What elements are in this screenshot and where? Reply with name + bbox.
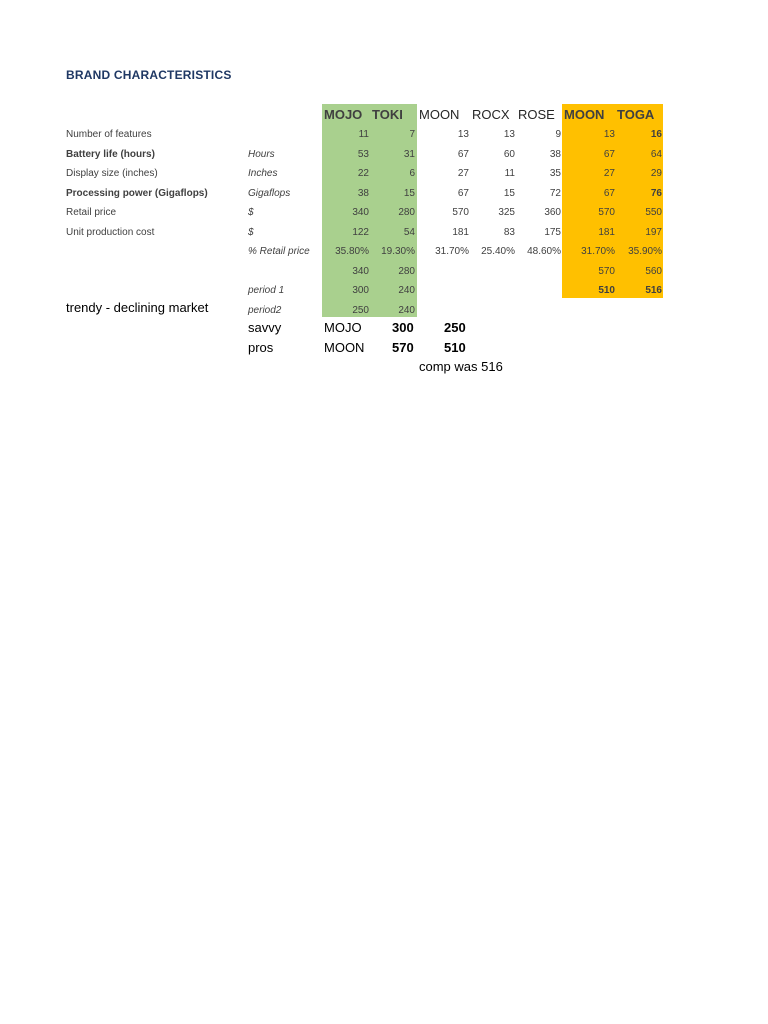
table-cell: 27 xyxy=(457,168,469,179)
table-cell: 570 xyxy=(598,207,615,218)
row-label: Number of features xyxy=(66,129,152,140)
savvy-value-1: 300 xyxy=(392,320,414,335)
table-cell: 325 xyxy=(498,207,515,218)
table-cell: 11 xyxy=(504,168,515,179)
row-unit: $ xyxy=(248,207,254,218)
row-label: Processing power (Gigaflops) xyxy=(66,188,208,199)
table-cell: 250 xyxy=(352,305,369,316)
table-cell: 83 xyxy=(503,227,515,238)
table-cell: 340 xyxy=(352,266,369,277)
table-cell: 240 xyxy=(398,305,415,316)
table-cell: 67 xyxy=(603,149,615,160)
brand-header-3: ROCX xyxy=(472,107,510,122)
table-cell: 13 xyxy=(457,129,469,140)
table-cell: 19.30% xyxy=(381,246,415,257)
pros-value-1: 570 xyxy=(392,340,414,355)
table-cell: 280 xyxy=(398,266,415,277)
table-cell: 64 xyxy=(650,149,662,160)
table-cell: 181 xyxy=(598,227,615,238)
table-cell: 181 xyxy=(452,227,469,238)
brand-header-2: MOON xyxy=(419,107,460,122)
table-cell: 11 xyxy=(358,129,369,140)
table-cell: 9 xyxy=(555,129,561,140)
table-cell: 15 xyxy=(403,188,415,199)
row-unit: % Retail price xyxy=(248,246,310,257)
table-cell: 13 xyxy=(603,129,615,140)
table-cell: 38 xyxy=(357,188,369,199)
table-cell: 31.70% xyxy=(581,246,615,257)
table-cell: 53 xyxy=(357,149,369,160)
table-cell: 15 xyxy=(503,188,515,199)
brand-header-5: MOON xyxy=(564,107,605,122)
table-cell: 175 xyxy=(544,227,561,238)
table-cell: 22 xyxy=(357,168,369,179)
trendy-note: trendy - declining market xyxy=(66,300,209,315)
table-cell: 35.90% xyxy=(628,246,662,257)
savvy-brand: MOJO xyxy=(324,320,362,335)
table-cell: 31 xyxy=(403,149,415,160)
table-cell: 516 xyxy=(645,285,662,296)
table-cell: 550 xyxy=(645,207,662,218)
table-cell: 6 xyxy=(409,168,415,179)
table-cell: 570 xyxy=(452,207,469,218)
pros-label: pros xyxy=(248,340,274,355)
savvy-value-2: 250 xyxy=(444,320,466,335)
row-label: Battery life (hours) xyxy=(66,149,155,160)
row-label: Display size (inches) xyxy=(66,168,158,179)
row-unit: $ xyxy=(248,227,254,238)
table-cell: 60 xyxy=(503,149,515,160)
table-cell: 560 xyxy=(645,266,662,277)
table-cell: 360 xyxy=(544,207,561,218)
table-cell: 300 xyxy=(352,285,369,296)
row-unit: Gigaflops xyxy=(248,188,291,199)
table-cell: 67 xyxy=(603,188,615,199)
table-cell: 48.60% xyxy=(527,246,561,257)
table-cell: 72 xyxy=(549,188,561,199)
table-cell: 67 xyxy=(457,149,469,160)
row-unit: period 1 xyxy=(248,285,285,296)
brand-header-1: TOKI xyxy=(372,107,403,122)
row-label: Retail price xyxy=(66,207,117,218)
table-cell: 7 xyxy=(409,129,415,140)
table-cell: 197 xyxy=(645,227,662,238)
table-cell: 31.70% xyxy=(435,246,469,257)
table-cell: 29 xyxy=(650,168,662,179)
row-unit: period2 xyxy=(248,305,282,316)
table-cell: 35.80% xyxy=(335,246,369,257)
comp-note: comp was 516 xyxy=(419,359,503,374)
savvy-label: savvy xyxy=(248,320,282,335)
table-cell: 16 xyxy=(650,129,662,140)
table-cell: 13 xyxy=(503,129,515,140)
table-cell: 38 xyxy=(549,149,561,160)
table-cell: 35 xyxy=(549,168,561,179)
row-unit: Hours xyxy=(248,149,275,160)
brand-header-4: ROSE xyxy=(518,107,555,122)
table-cell: 570 xyxy=(598,266,615,277)
table-cell: 240 xyxy=(398,285,415,296)
row-unit: Inches xyxy=(248,168,278,179)
row-label: Unit production cost xyxy=(66,227,155,238)
table-cell: 122 xyxy=(352,227,369,238)
table-cell: 67 xyxy=(457,188,469,199)
table-cell: 25.40% xyxy=(481,246,515,257)
table-cell: 280 xyxy=(398,207,415,218)
table-cell: 340 xyxy=(352,207,369,218)
table-cell: 27 xyxy=(603,168,615,179)
table-cell: 510 xyxy=(598,285,615,296)
pros-value-2: 510 xyxy=(444,340,466,355)
table-cell: 54 xyxy=(403,227,415,238)
brand-header-0: MOJO xyxy=(324,107,363,122)
pros-brand: MOON xyxy=(324,340,365,355)
page-title: BRAND CHARACTERISTICS xyxy=(66,68,232,82)
brand-header-6: TOGA xyxy=(617,107,655,122)
table-cell: 76 xyxy=(650,188,662,199)
